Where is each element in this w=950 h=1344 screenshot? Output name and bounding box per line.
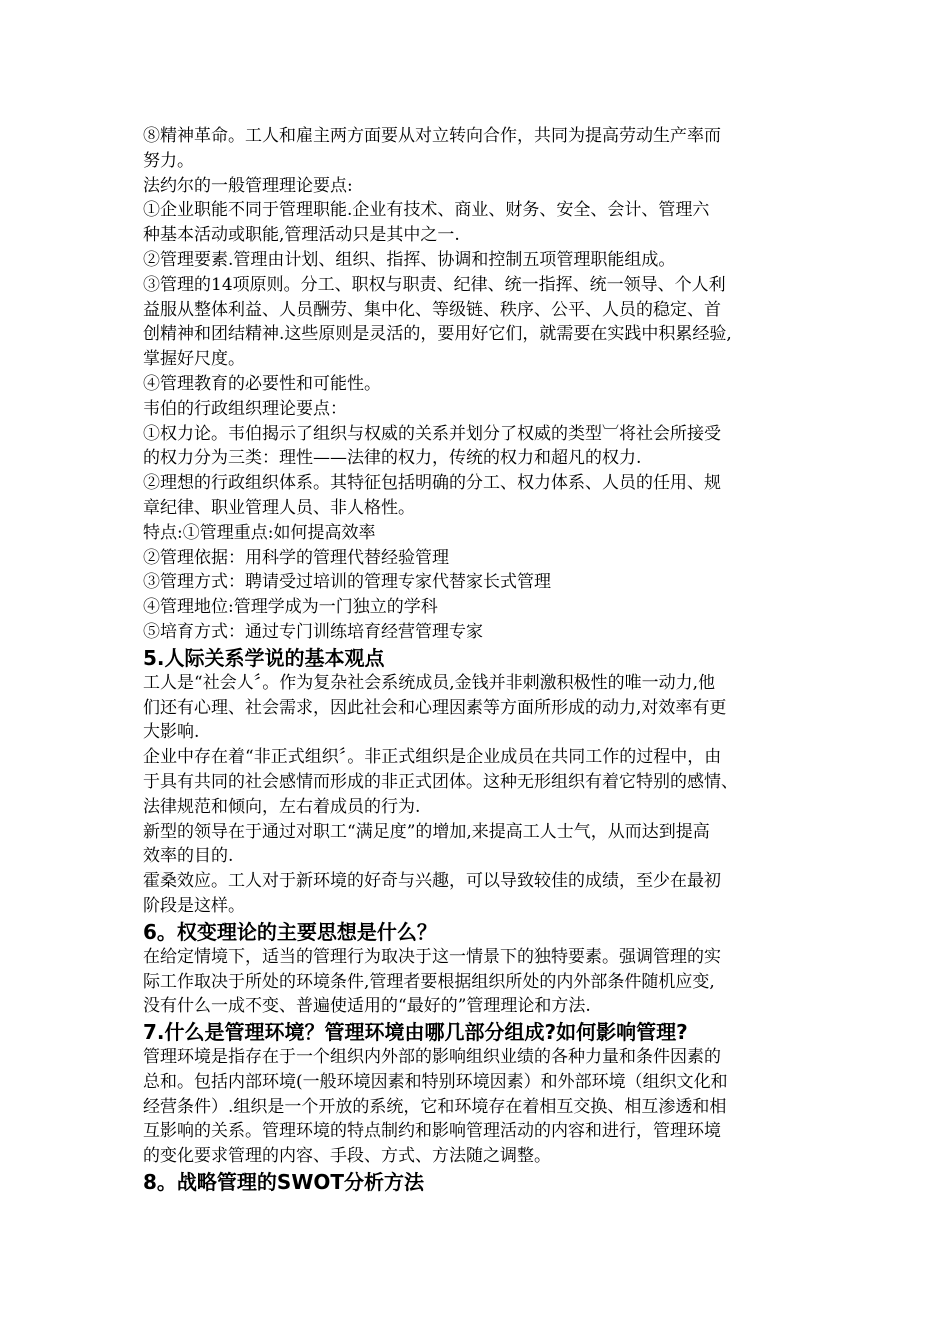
text-line: 创精神和团结精神.这些原则是灵活的，要用好它们，就需要在实践中积累经验, [143,324,732,345]
text-line: 霍桑效应。工人对于新环境的好奇与兴趣，可以导致较佳的成绩，至少在最初 [143,871,721,892]
text-line: ①权力论。韦伯揭示了组织与权威的关系并划分了权威的类型︺将社会所接受 [143,423,721,444]
section-heading: 7.什么是管理环境？管理环境由哪几部分组成?如何影响管理? [143,1020,688,1045]
text-line: 努力。 [143,150,194,171]
document-page [143,124,813,1195]
section-heading: 8。战略管理的SWOT分析方法 [143,1170,425,1195]
text-line: ③管理的14项原则。分工、职权与职责、纪律、统一指挥、统一领导、个人利 [143,274,726,295]
text-line: 管理环境是指存在于一个组织内外部的影响组织业绩的各种力量和条件因素的 [143,1047,721,1068]
text-line: 际工作取决于所处的环境条件,管理者要根据组织所处的内外部条件随机应变, [143,971,715,992]
section-heading: 5.人际关系学说的基本观点 [143,645,385,670]
section-heading: 6。权变理论的主要思想是什么？ [143,919,437,944]
text-line: 的变化要求管理的内容、手段、方式、方法随之调整。 [143,1146,551,1167]
text-line: 于具有共同的社会感情而形成的非正式团体。这种无形组织有着它特别的感情、 [143,771,738,792]
text-line: ①企业职能不同于管理职能.企业有技术、商业、财务、安全、会计、管理六 [143,200,710,221]
text-line: 法约尔的一般管理理论要点: [143,175,353,196]
text-line: 没有什么一成不变、普遍使适用的“最好的”管理理论和方法. [143,996,591,1017]
text-line: 企业中存在着“非正式组织〞。非正式组织是企业成员在共同工作的过程中，由 [143,747,722,768]
text-line: ⑤培育方式：通过专门训练培育经营管理专家 [143,621,483,642]
text-line: 种基本活动或职能,管理活动只是其中之一. [143,225,460,246]
text-line: ④管理教育的必要性和可能性。 [143,373,381,394]
text-line: 的权力分为三类：理性——法律的权力，传统的权力和超凡的权力. [143,448,642,469]
text-line: ⑧精神革命。工人和雇主两方面要从对立转向合作，共同为提高劳动生产率而 [143,126,721,146]
text-line: 效率的目的. [143,846,234,867]
text-line: 韦伯的行政组织理论要点： [143,398,347,419]
text-line: ③管理方式：聘请受过培训的管理专家代替家长式管理 [143,572,551,593]
text-line: 特点:①管理重点:如何提高效率 [143,522,376,543]
text-line: 新型的领导在于通过对职工“满足度”的增加,来提高工人士气，从而达到提高 [143,821,710,842]
text-line: 在给定情境下，适当的管理行为取决于这一情景下的独特要素。强调管理的实 [143,946,721,967]
text-line: 工人是“社会人〞。作为复杂社会系统成员,金钱并非刺激积极性的唯一动力,他 [143,672,715,693]
text-line: 们还有心理、社会需求，因此社会和心理因素等方面所形成的动力,对效率有更 [143,697,727,718]
text-line: 掌握好尺度。 [143,349,245,370]
text-line: 益服从整体利益、人员酬劳、集中化、等级链、秩序、公平、人员的稳定、首 [143,299,721,320]
text-line: 经营条件）.组织是一个开放的系统，它和环境存在着相互交换、相互渗透和相 [143,1096,727,1117]
text-line: 大影响. [143,722,200,743]
text-line: 阶段是这样。 [143,895,245,916]
text-line: 法律规范和倾向，左右着成员的行为. [143,796,421,817]
text-line: ④管理地位:管理学成为一门独立的学科 [143,597,438,618]
text-line: ②管理依据：用科学的管理代替经验管理 [143,547,449,568]
text-line: 总和。包括内部环境(一般环境因素和特别环境因素）和外部环境（组织文化和 [143,1071,728,1092]
text-line: ②理想的行政组织体系。其特征包括明确的分工、权力体系、人员的任用、规 [143,473,721,494]
text-line: 章纪律、职业管理人员、非人格性。 [143,497,415,518]
text-line: 互影响的关系。管理环境的特点制约和影响管理活动的内容和进行，管理环境 [143,1121,721,1142]
text-line: ②管理要素.管理由计划、组织、指挥、协调和控制五项管理职能组成。 [143,249,676,270]
